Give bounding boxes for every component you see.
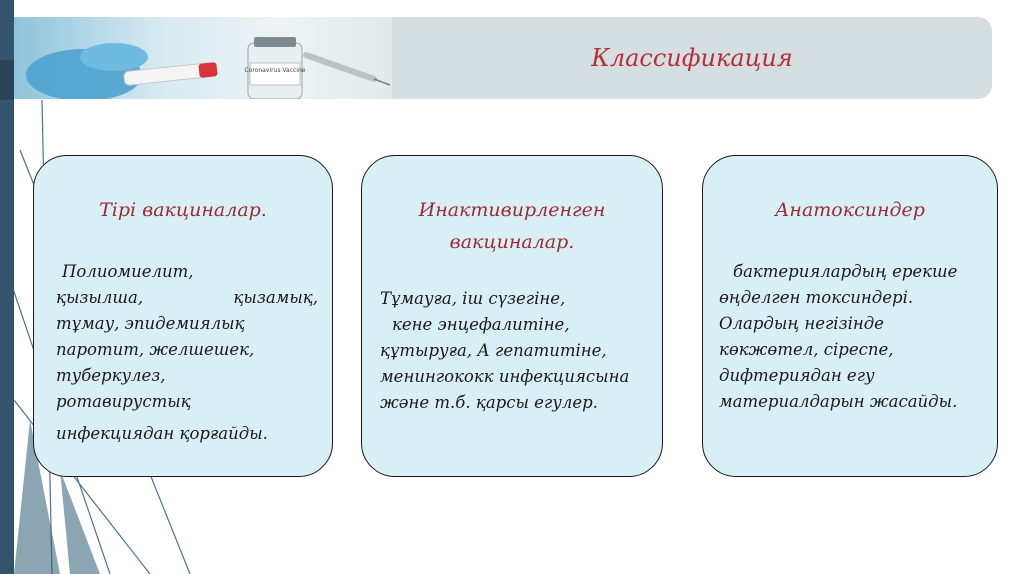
body-line: Олардың негізінде: [719, 314, 884, 333]
body-line: ротавирустық: [56, 392, 191, 411]
body-line: менингококк инфекциясына: [380, 367, 630, 386]
body-line: өңделген токсиндері.: [719, 288, 914, 307]
body-line: паротит, желшешек,: [56, 340, 255, 359]
body-line: көкжөтел, сіреспе,: [719, 340, 894, 359]
body-line: туберкулез,: [56, 366, 166, 385]
card-body-inactivated-vaccines: [380, 286, 650, 416]
card-title-inactivated-vaccines: [362, 194, 662, 258]
body-word: қызамық,: [233, 288, 318, 307]
body-line: дифтериядан егу: [719, 366, 875, 385]
body-line: құтыруға, А гепатитіне,: [380, 341, 607, 360]
body-line: бактериялардың ерекше: [733, 262, 958, 281]
card-title-line: Инактивирленген: [418, 199, 606, 221]
card-inactivated-vaccines: [361, 155, 663, 477]
body-line: тұмау, эпидемиялық: [56, 314, 245, 333]
card-body-live-vaccines: [56, 259, 318, 447]
card-live-vaccines: [33, 155, 333, 477]
card-anatoxins: [702, 155, 998, 477]
card-title-live-vaccines: Тірі вакциналар.: [99, 199, 267, 221]
card-title-line: вакциналар.: [449, 231, 575, 253]
vaccine-header-image: [14, 17, 392, 99]
body-word: қызылша,: [56, 288, 144, 307]
page-title: Классификация: [591, 44, 793, 72]
card-body-anatoxins: [719, 259, 987, 415]
body-line: инфекциядан қорғайды.: [56, 424, 268, 443]
body-line: Тұмауға, іш сүзегіне,: [380, 289, 566, 308]
body-line: Полиомиелит,: [62, 262, 194, 281]
vaccine-illustration: [14, 17, 392, 99]
body-line: материалдарын жасайды.: [719, 392, 958, 411]
body-line: кене энцефалитіне,: [392, 315, 570, 334]
card-title-anatoxins: Анатоксиндер: [775, 199, 925, 221]
body-line-justified: [56, 285, 318, 311]
body-line: және т.б. қарсы егулер.: [380, 393, 598, 412]
vaccine-label-text: Coronavirus Vaccine: [244, 67, 306, 74]
